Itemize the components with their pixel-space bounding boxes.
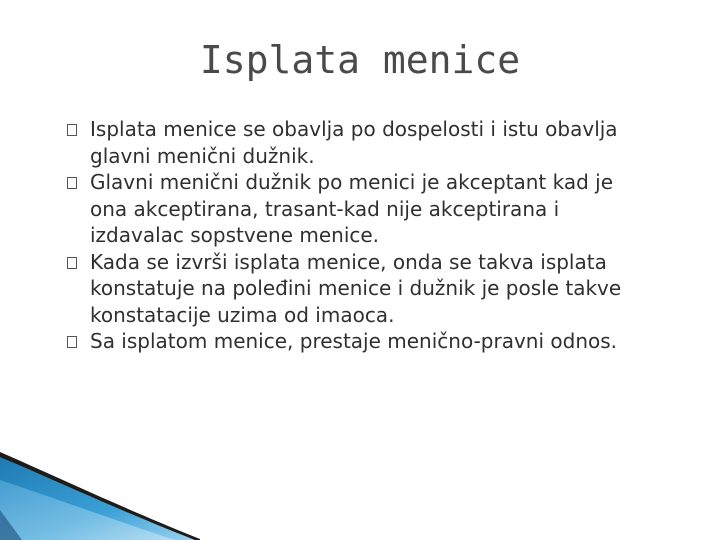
bullet-text-line: ona akceptirana, trasant-kad nije akceptirana i [90,196,560,221]
bullet-text-line: Glavni menični dužnik po menici je akceptant kad je [90,170,614,194]
bullet-text-line: Isplata menice se obavlja po dospelosti i istu obavlja [90,117,618,141]
bullet-text-line: konstatuje na poleđini menice i dužnik je posle takve [90,276,622,300]
bullet-marker-icon [67,336,77,348]
bullet-item [0,328,720,355]
blue-swoosh-icon [0,440,200,540]
bullet-list [0,116,720,355]
bullet-marker-icon [67,177,77,189]
bullet-item [0,249,720,329]
slide-title: Isplata menice [199,38,521,82]
bullet-text-line: glavni menični dužnik. [90,143,315,168]
bullet-text-line: Sa isplatom menice, prestaje menično-pravni odnos. [90,329,618,353]
bullet-marker-icon [67,257,77,269]
bullet-text-line: izdavalac sopstvene menice. [90,223,380,247]
bullet-text-line: Kada se izvrši isplata menice, onda se takva isplata [90,249,607,274]
bullet-item [0,116,720,169]
bullet-marker-icon [67,124,77,136]
bullet-item [0,169,720,249]
bullet-text-line: konstatacije uzima od imaoca. [90,302,395,327]
